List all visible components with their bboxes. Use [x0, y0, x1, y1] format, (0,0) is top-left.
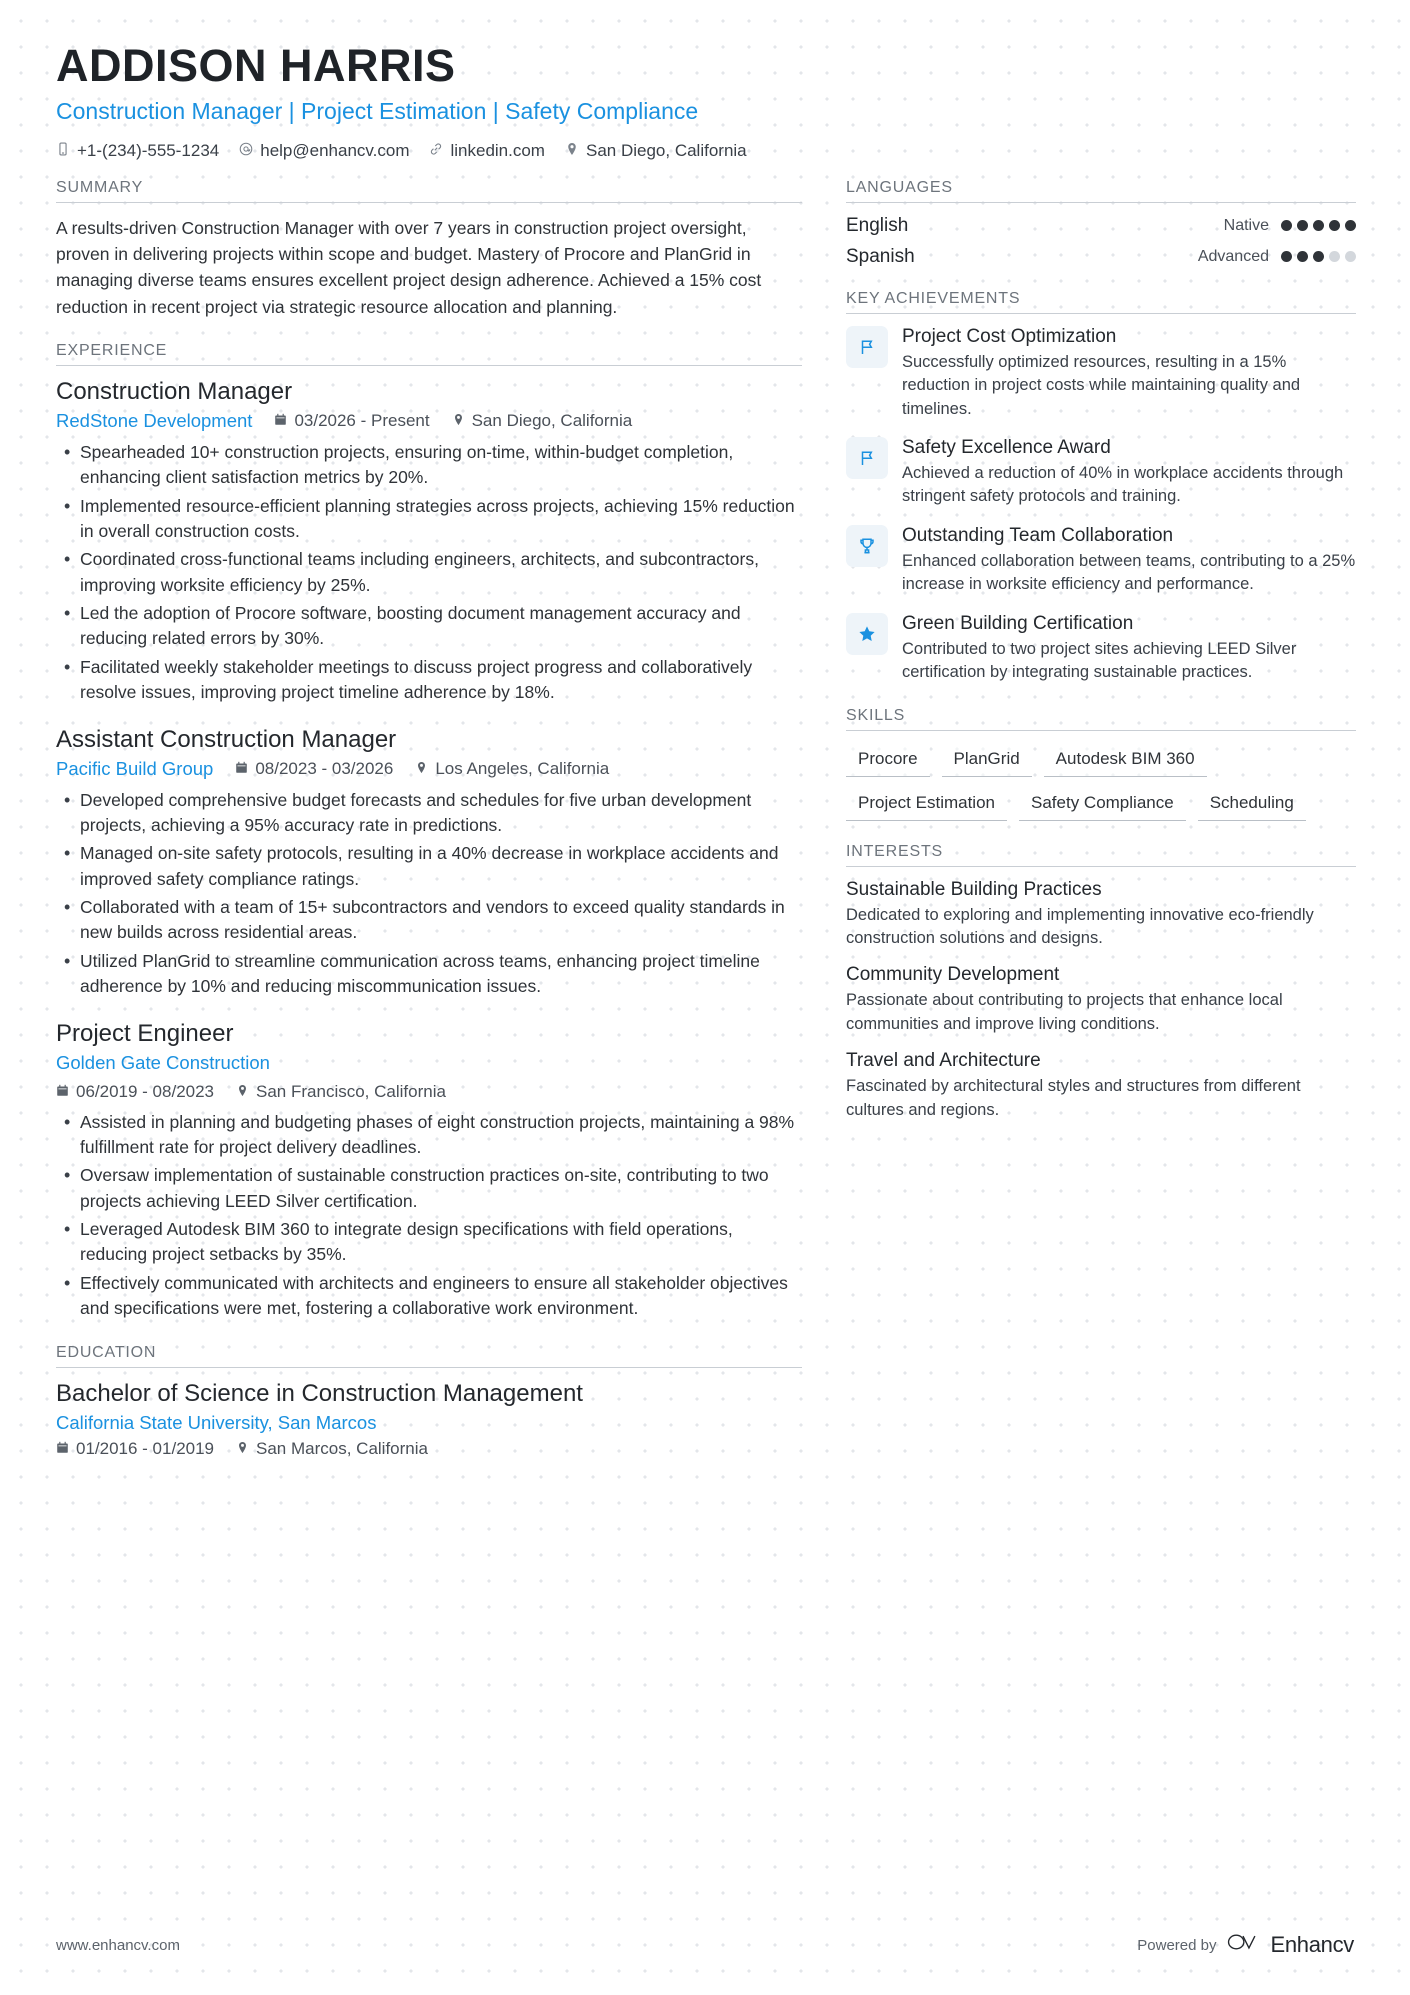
skill-chip: Safety Compliance [1019, 787, 1186, 821]
experience-item [56, 378, 802, 706]
job-bullet: • Implemented resource-efficient planning strategies across projects, achieving 15% reduction in overall construction costs. [56, 494, 802, 545]
job-bullet: • Effectively communicated with architects and engineers to ensure all stakeholder objectives and specifications were met, fostering a collaborative work environment. [56, 1271, 802, 1322]
job-bullet: • Leveraged Autodesk BIM 360 to integrate design specifications with field operations, reducing project setbacks by 35%. [56, 1217, 802, 1268]
calendar-icon [56, 1441, 69, 1457]
rating-dot [1329, 220, 1340, 231]
enhancv-logo-icon [1226, 1931, 1260, 1959]
job-dates [235, 759, 393, 779]
education-degree: Bachelor of Science in Construction Management [56, 1379, 583, 1407]
language-level-group [1224, 217, 1356, 235]
location-icon [452, 413, 465, 429]
link-icon [429, 142, 443, 159]
interest-title: Travel and Architecture [846, 1050, 1041, 1072]
footer-website[interactable]: www.enhancv.com [56, 1936, 180, 1954]
resume-header [56, 40, 1354, 161]
achievements-section [846, 290, 1356, 685]
footer-brand [1137, 1931, 1354, 1959]
interest-title: Sustainable Building Practices [846, 878, 1102, 900]
contact-list [56, 141, 1354, 161]
job-location-text: San Francisco, California [256, 1081, 446, 1101]
language-name: English [846, 214, 909, 236]
job-bullet: • Utilized PlanGrid to streamline communication across teams, enhancing project timeline adherence by 10% and reducing miscommunication issues. [56, 949, 802, 1000]
rating-dot [1281, 220, 1292, 231]
job-bullet: • Oversaw implementation of sustainable construction practices on-site, contributing to two projects achieving LEED Silver certification. [56, 1163, 802, 1214]
job-company: RedStone Development [56, 409, 253, 431]
job-bullet: • Facilitated weekly stakeholder meetings to discuss project progress and collaboratively resolve issues, improving project timeline adherence by 18%. [56, 655, 802, 706]
resume-columns [56, 179, 1354, 1481]
interest-title: Community Development [846, 964, 1060, 986]
summary-section-title: SUMMARY [56, 179, 802, 203]
job-meta [56, 410, 802, 432]
language-item [846, 246, 1356, 268]
achievement-title: Safety Excellence Award [902, 437, 1111, 459]
linkedin-text: linkedin.com [450, 140, 545, 160]
education-location-text: San Marcos, California [256, 1438, 428, 1458]
phone-text: +1-(234)-555-1234 [77, 140, 220, 160]
language-rating [1281, 220, 1356, 231]
achievements-section-title: KEY ACHIEVEMENTS [846, 290, 1356, 314]
experience-section [56, 342, 802, 1322]
job-bullet: • Spearheaded 10+ construction projects, ensuring on-time, within-budget completion, enhancing client satisfaction metrics by 20%. [56, 440, 802, 491]
interest-item [846, 964, 1356, 1036]
interests-section-title: INTERESTS [846, 843, 1356, 867]
job-location [415, 759, 609, 779]
location-icon [565, 142, 579, 159]
education-item [56, 1380, 802, 1459]
right-column [846, 179, 1356, 1481]
job-dates-text: 06/2019 - 08/2023 [76, 1081, 215, 1101]
achievement-title: Green Building Certification [902, 612, 1134, 634]
interest-text: Passionate about contributing to projects that enhance local communities and improve living conditions. [846, 991, 1283, 1033]
job-bullet: • Collaborated with a team of 15+ subcontractors and vendors to exceed quality standards in new builds across residential areas. [56, 895, 802, 946]
rating-dot [1297, 251, 1308, 262]
languages-section [846, 179, 1356, 268]
achievement-body [902, 525, 1356, 597]
job-location-text: Los Angeles, California [435, 758, 610, 778]
achievement-item [846, 613, 1356, 685]
language-item [846, 215, 1356, 237]
job-meta [56, 1052, 802, 1074]
experience-section-title: EXPERIENCE [56, 342, 802, 366]
achievement-item [846, 437, 1356, 509]
phone-icon [56, 142, 70, 159]
contact-email [239, 141, 409, 161]
job-company: Golden Gate Construction [56, 1051, 270, 1073]
location-icon [415, 761, 428, 777]
rating-dot [1281, 251, 1292, 262]
language-level: Native [1223, 216, 1269, 234]
job-dates [274, 411, 429, 431]
left-column [56, 179, 802, 1481]
skills-list [846, 743, 1356, 821]
email-text: help@enhancv.com [260, 140, 410, 160]
rating-dot [1313, 220, 1324, 231]
job-company: Pacific Build Group [56, 757, 214, 779]
job-meta-secondary [56, 1082, 802, 1102]
interest-text: Dedicated to exploring and implementing innovative eco-friendly construction solutions and designs. [846, 905, 1314, 947]
job-meta [56, 758, 802, 780]
location-icon [236, 1441, 249, 1457]
languages-section-title: LANGUAGES [846, 179, 1356, 203]
education-dates [56, 1439, 214, 1459]
skill-chip: Project Estimation [846, 787, 1007, 821]
education-location [236, 1439, 428, 1459]
flag-icon [846, 437, 888, 479]
achievement-body [902, 326, 1356, 421]
education-school: California State University, San Marcos [56, 1411, 377, 1433]
calendar-icon [235, 761, 248, 777]
summary-section [56, 179, 802, 320]
interest-text: Fascinated by architectural styles and structures from different cultures and regions. [846, 1077, 1301, 1119]
achievement-body [902, 613, 1356, 685]
contact-linkedin[interactable] [429, 141, 545, 161]
education-section-title: EDUCATION [56, 1344, 802, 1368]
achievement-text: Enhanced collaboration between teams, contributing to a 25% increase in worksite efficiency and performance. [902, 551, 1356, 594]
job-dates-text: 08/2023 - 03/2026 [255, 758, 394, 778]
language-level-group [1198, 248, 1356, 266]
email-icon [239, 142, 253, 159]
job-bullet: • Coordinated cross-functional teams including engineers, architects, and subcontractors, improving worksite efficiency by 25%. [56, 547, 802, 598]
powered-by-label: Powered by [1137, 1936, 1217, 1954]
flag-icon [846, 326, 888, 368]
calendar-icon [56, 1084, 69, 1100]
job-bullets [56, 1110, 802, 1322]
location-text: San Diego, California [585, 140, 747, 160]
job-title: Assistant Construction Manager [56, 725, 397, 753]
job-location [236, 1082, 446, 1102]
skill-chip: Scheduling [1198, 787, 1306, 821]
interest-item [846, 879, 1356, 951]
experience-item [56, 726, 802, 1000]
interests-section [846, 843, 1356, 1123]
job-location [452, 411, 633, 431]
achievement-title: Outstanding Team Collaboration [902, 524, 1174, 546]
achievement-item [846, 525, 1356, 597]
contact-location [565, 141, 747, 161]
contact-phone [56, 141, 219, 161]
interest-item [846, 1050, 1356, 1122]
location-icon [236, 1084, 249, 1100]
candidate-name: ADDISON HARRIS [56, 40, 456, 91]
job-bullet: • Developed comprehensive budget forecasts and schedules for five urban development projects, achieving a 95% accuracy rate in predictions. [56, 788, 802, 839]
brand-name: Enhancv [1270, 1932, 1354, 1957]
job-bullets [56, 440, 802, 706]
language-level: Advanced [1197, 247, 1269, 265]
education-dates-text: 01/2016 - 01/2019 [76, 1438, 215, 1458]
education-meta [56, 1439, 802, 1459]
job-title: Construction Manager [56, 377, 293, 405]
job-bullets [56, 788, 802, 1000]
star-icon [846, 613, 888, 655]
education-section [56, 1344, 802, 1459]
rating-dot [1297, 220, 1308, 231]
job-bullet: • Assisted in planning and budgeting phases of eight construction projects, maintaining a 98% fulfillment rate for project delivery deadlines. [56, 1110, 802, 1161]
rating-dot [1313, 251, 1324, 262]
experience-item [56, 1020, 802, 1322]
skills-section [846, 707, 1356, 821]
page-footer [56, 1931, 1354, 1959]
achievement-item [846, 326, 1356, 421]
calendar-icon [274, 413, 287, 429]
language-name: Spanish [846, 245, 915, 267]
skills-section-title: SKILLS [846, 707, 1356, 731]
skill-chip: PlanGrid [942, 743, 1032, 777]
job-title: Project Engineer [56, 1019, 234, 1047]
achievement-text: Achieved a reduction of 40% in workplace accidents through stringent safety protocols and training. [902, 464, 1344, 506]
rating-dot [1329, 251, 1340, 262]
skill-chip: Autodesk BIM 360 [1044, 743, 1207, 777]
achievement-title: Project Cost Optimization [902, 325, 1117, 347]
rating-dot [1345, 251, 1356, 262]
trophy-icon [846, 525, 888, 567]
job-bullet: • Led the adoption of Procore software, boosting document management accuracy and reducing related errors by 30%. [56, 601, 802, 652]
achievement-text: Contributed to two project sites achieving LEED Silver certification by integrating sustainable practices. [902, 639, 1297, 682]
achievement-body [902, 437, 1356, 509]
summary-text: A results-driven Construction Manager with over 7 years in construction project oversight, proven in delivering projects within scope and budget. Mastery of Procore and PlanGrid in managing diverse teams ensures excellent project design adherence. Achieved a 15% cost reduction in recent project via strategic resource allocation and planning. [56, 217, 762, 317]
achievement-text: Successfully optimized resources, resulting in a 15% reduction in project costs while maintaining quality and timelines. [902, 352, 1301, 418]
skill-chip: Procore [846, 743, 930, 777]
rating-dot [1345, 220, 1356, 231]
candidate-headline: Construction Manager | Project Estimation | Safety Compliance [56, 97, 699, 124]
job-location-text: San Diego, California [471, 410, 633, 430]
job-dates [56, 1082, 214, 1102]
language-rating [1281, 251, 1356, 262]
job-dates-text: 03/2026 - Present [294, 410, 430, 430]
job-bullet: • Managed on-site safety protocols, resulting in a 40% decrease in workplace accidents and improved safety compliance ratings. [56, 841, 802, 892]
